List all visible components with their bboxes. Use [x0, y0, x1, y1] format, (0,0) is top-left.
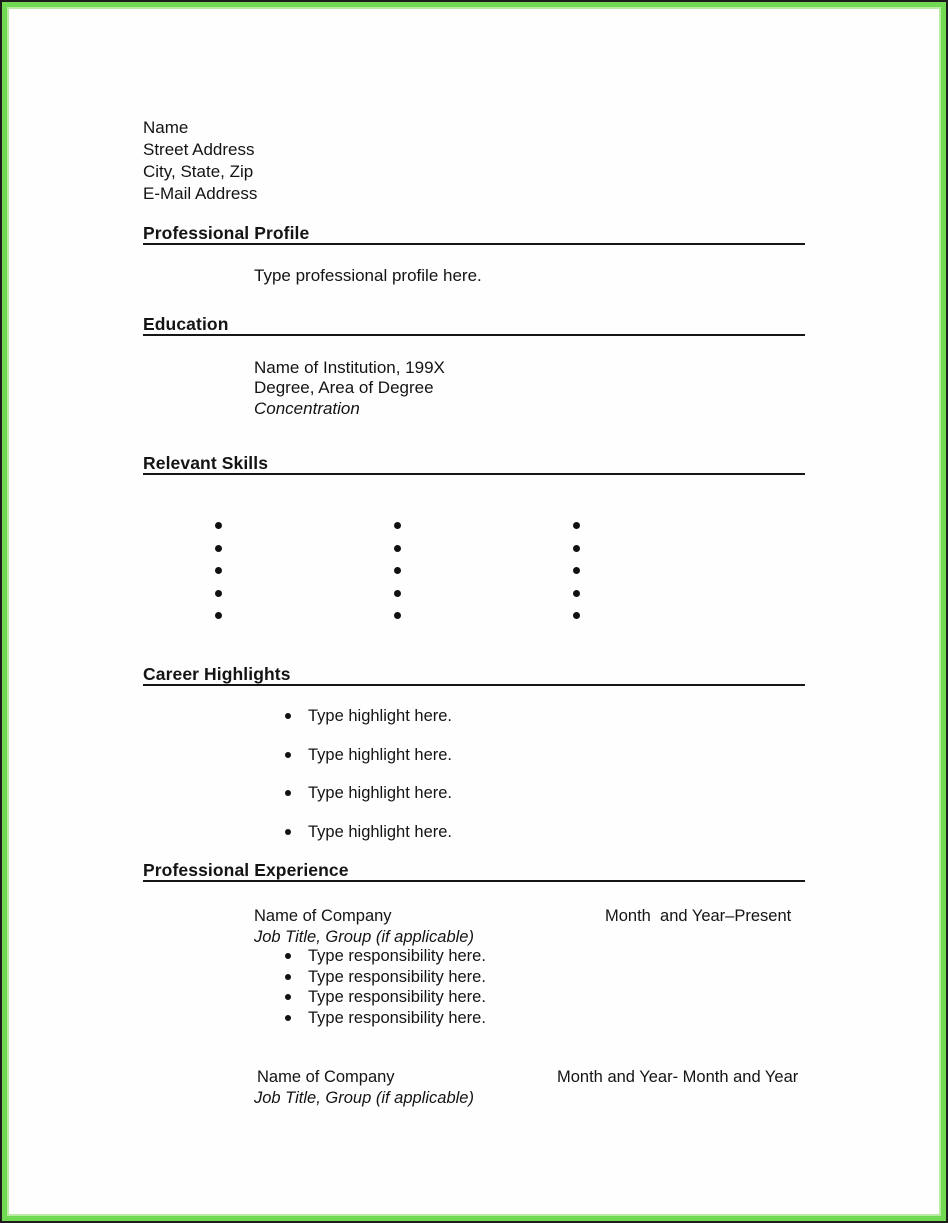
contact-block [143, 117, 257, 205]
contact-name: Name [143, 118, 189, 137]
skills-bullet-column-3 [573, 522, 580, 619]
skills-bullet-column-1 [215, 522, 222, 619]
bullet-icon [285, 790, 291, 796]
skill-bullet [394, 522, 401, 529]
bullet-icon [285, 713, 291, 719]
bullet-icon [285, 1015, 291, 1021]
highlight-item [285, 784, 452, 802]
contact-city-state-zip: City, State, Zip [143, 162, 254, 181]
responsibility-text: Type responsibility here. [308, 947, 486, 965]
skill-bullet [215, 612, 222, 619]
job-title: Job Title, Group (if applicable) [254, 1089, 474, 1107]
highlight-text: Type highlight here. [308, 822, 453, 841]
bullet-icon [285, 829, 291, 835]
skill-bullet [394, 545, 401, 552]
highlight-item [285, 707, 452, 725]
highlights-list [285, 707, 452, 861]
skill-bullet [573, 522, 580, 529]
responsibility-text: Type responsibility here. [308, 967, 486, 986]
skill-bullet [394, 612, 401, 619]
profile-placeholder-text: Type professional profile here. [254, 266, 482, 285]
section-heading-professional-profile: Professional Profile [143, 223, 805, 245]
skill-bullet [573, 567, 580, 574]
highlight-item [285, 746, 452, 764]
contact-email: E-Mail Address [143, 184, 258, 203]
responsibility-text: Type responsibility here. [308, 1008, 486, 1027]
skill-bullet [573, 590, 580, 597]
job-dates: Month and Year–Present [605, 907, 792, 925]
section-heading-education: Education [143, 314, 805, 336]
highlight-text: Type highlight here. [308, 707, 453, 725]
highlight-text: Type highlight here. [308, 745, 453, 764]
job-dates: Month and Year- Month and Year [557, 1068, 799, 1086]
job-company: Name of Company [254, 907, 392, 925]
bullet-icon [285, 994, 291, 1000]
highlight-text: Type highlight here. [308, 784, 453, 802]
section-heading-relevant-skills: Relevant Skills [143, 453, 805, 475]
green-border-frame [2, 2, 946, 1221]
responsibility-item [285, 989, 486, 1006]
responsibilities-list [285, 948, 486, 1030]
section-heading-professional-experience: Professional Experience [143, 860, 805, 882]
skill-bullet [573, 545, 580, 552]
responsibility-item [285, 969, 486, 986]
education-degree: Degree, Area of Degree [254, 378, 434, 398]
bullet-icon [285, 974, 291, 980]
skill-bullet [394, 567, 401, 574]
responsibility-item [285, 1010, 486, 1027]
highlight-item [285, 823, 452, 841]
bullet-icon [285, 752, 291, 758]
skills-bullet-column-2 [394, 522, 401, 619]
responsibility-text: Type responsibility here. [308, 988, 486, 1006]
job-title: Job Title, Group (if applicable) [254, 928, 474, 946]
skill-bullet [215, 545, 222, 552]
job-company: Name of Company [257, 1068, 395, 1086]
section-heading-career-highlights: Career Highlights [143, 664, 805, 686]
skill-bullet [215, 590, 222, 597]
skill-bullet [215, 567, 222, 574]
contact-street: Street Address [143, 140, 255, 159]
resume-sheet [9, 9, 939, 1214]
bullet-icon [285, 953, 291, 959]
green-border-inner [7, 7, 941, 1216]
skill-bullet [394, 590, 401, 597]
education-institution: Name of Institution, 199X [254, 358, 445, 377]
education-concentration: Concentration [254, 398, 360, 418]
skill-bullet [215, 522, 222, 529]
skill-bullet [573, 612, 580, 619]
education-entry [254, 358, 445, 419]
responsibility-item [285, 948, 486, 965]
